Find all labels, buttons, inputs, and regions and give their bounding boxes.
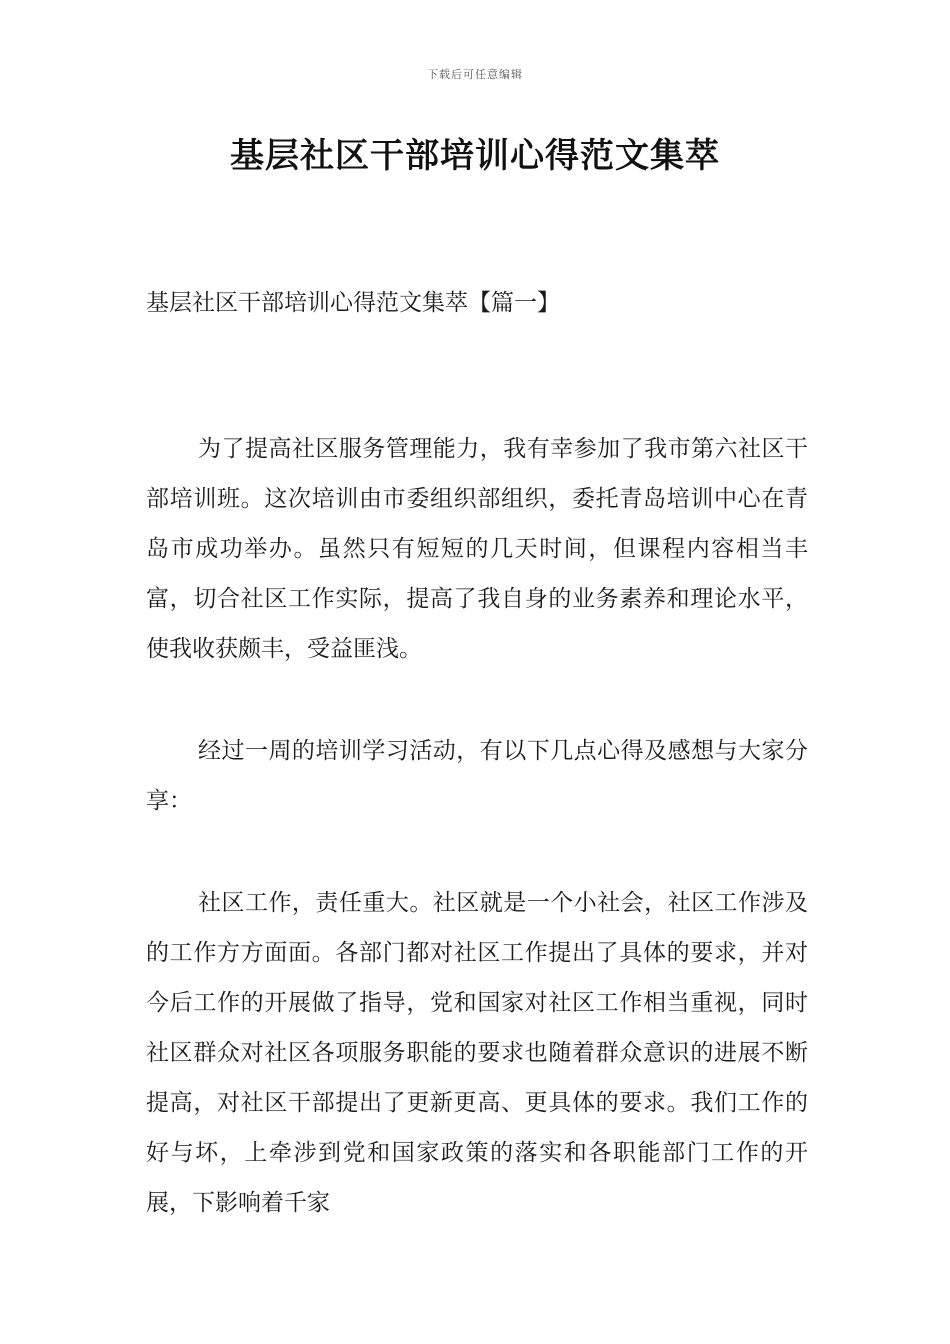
section-heading: 基层社区干部培训心得范文集萃【篇一】 (146, 290, 560, 316)
paragraph-1: 为了提高社区服务管理能力，我有幸参加了我市第六社区干部培训班。这次培训由市委组织部组织，委托青岛培训中心在青岛市成功举办。虽然只有短短的几天时间，但课程内容相当丰富，切合社区工作实际，提高了我自身的业务素养和理论水平，使我收获颇丰，受益匪浅。 (146, 436, 808, 662)
document-title: 基层社区干部培训心得范文集萃 (230, 136, 720, 176)
body-text (146, 424, 808, 1228)
header-note: 下载后可任意编辑 (427, 68, 523, 81)
paragraph-2: 经过一周的培训学习活动，有以下几点心得及感想与大家分享： (146, 738, 808, 814)
paragraph-3: 社区工作，责任重大。社区就是一个小社会，社区工作涉及的工作方方面面。各部门都对社区工作提出了具体的要求，并对今后工作的开展做了指导，党和国家对社区工作相当重视，同时社区群众对社区各项服务职能的要求也随着群众意识的进展不断提高，对社区干部提出了更新更高、更具体的要求。我们工作的好与坏，上牵涉到党和国家政策的落实和各职能部门工作的开展，下影响着千家 (146, 890, 808, 1216)
